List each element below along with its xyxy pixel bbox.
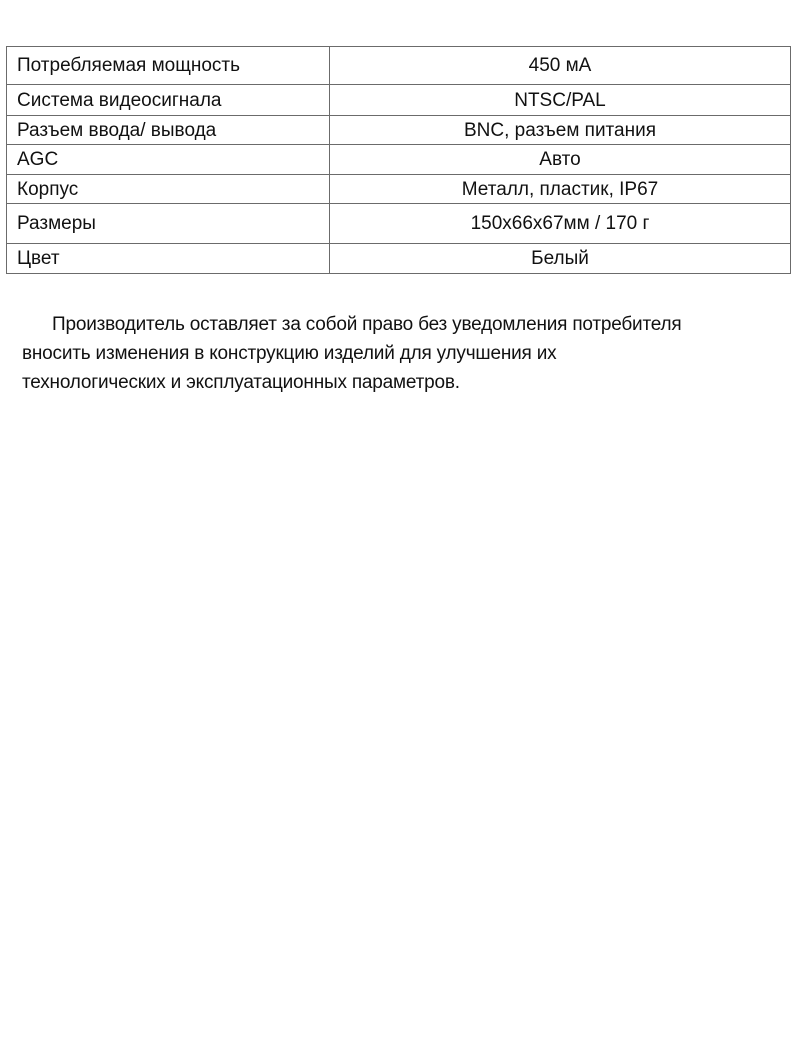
table-row	[7, 244, 791, 274]
notice-line: технологических и эксплуатационных параметров.	[22, 372, 460, 393]
spec-label: AGC	[7, 145, 330, 175]
table-row	[7, 85, 791, 116]
table-row	[7, 145, 791, 175]
table-row	[7, 204, 791, 244]
spec-value: 450 мА	[330, 47, 791, 85]
spec-value: 150х66х67мм / 170 г	[330, 204, 791, 244]
table-row	[7, 116, 791, 145]
notice-line: Производитель оставляет за собой право без уведомления потребителя	[52, 314, 682, 335]
spec-label: Потребляемая мощность	[7, 47, 330, 85]
spec-value: Белый	[330, 244, 791, 274]
spec-label: Размеры	[7, 204, 330, 244]
manufacturer-notice	[22, 310, 782, 397]
spec-value: BNC, разъем питания	[330, 116, 791, 145]
spec-label: Разъем ввода/ вывода	[7, 116, 330, 145]
spec-value: NTSC/PAL	[330, 85, 791, 116]
spec-value: Металл, пластик, IP67	[330, 175, 791, 204]
notice-line: вносить изменения в конструкцию изделий для улучшения их	[22, 343, 557, 364]
spec-label: Система видеосигнала	[7, 85, 330, 116]
spec-label: Цвет	[7, 244, 330, 274]
table-row	[7, 175, 791, 204]
spec-value: Авто	[330, 145, 791, 175]
table-row	[7, 47, 791, 85]
spec-label: Корпус	[7, 175, 330, 204]
specifications-table	[6, 46, 791, 274]
